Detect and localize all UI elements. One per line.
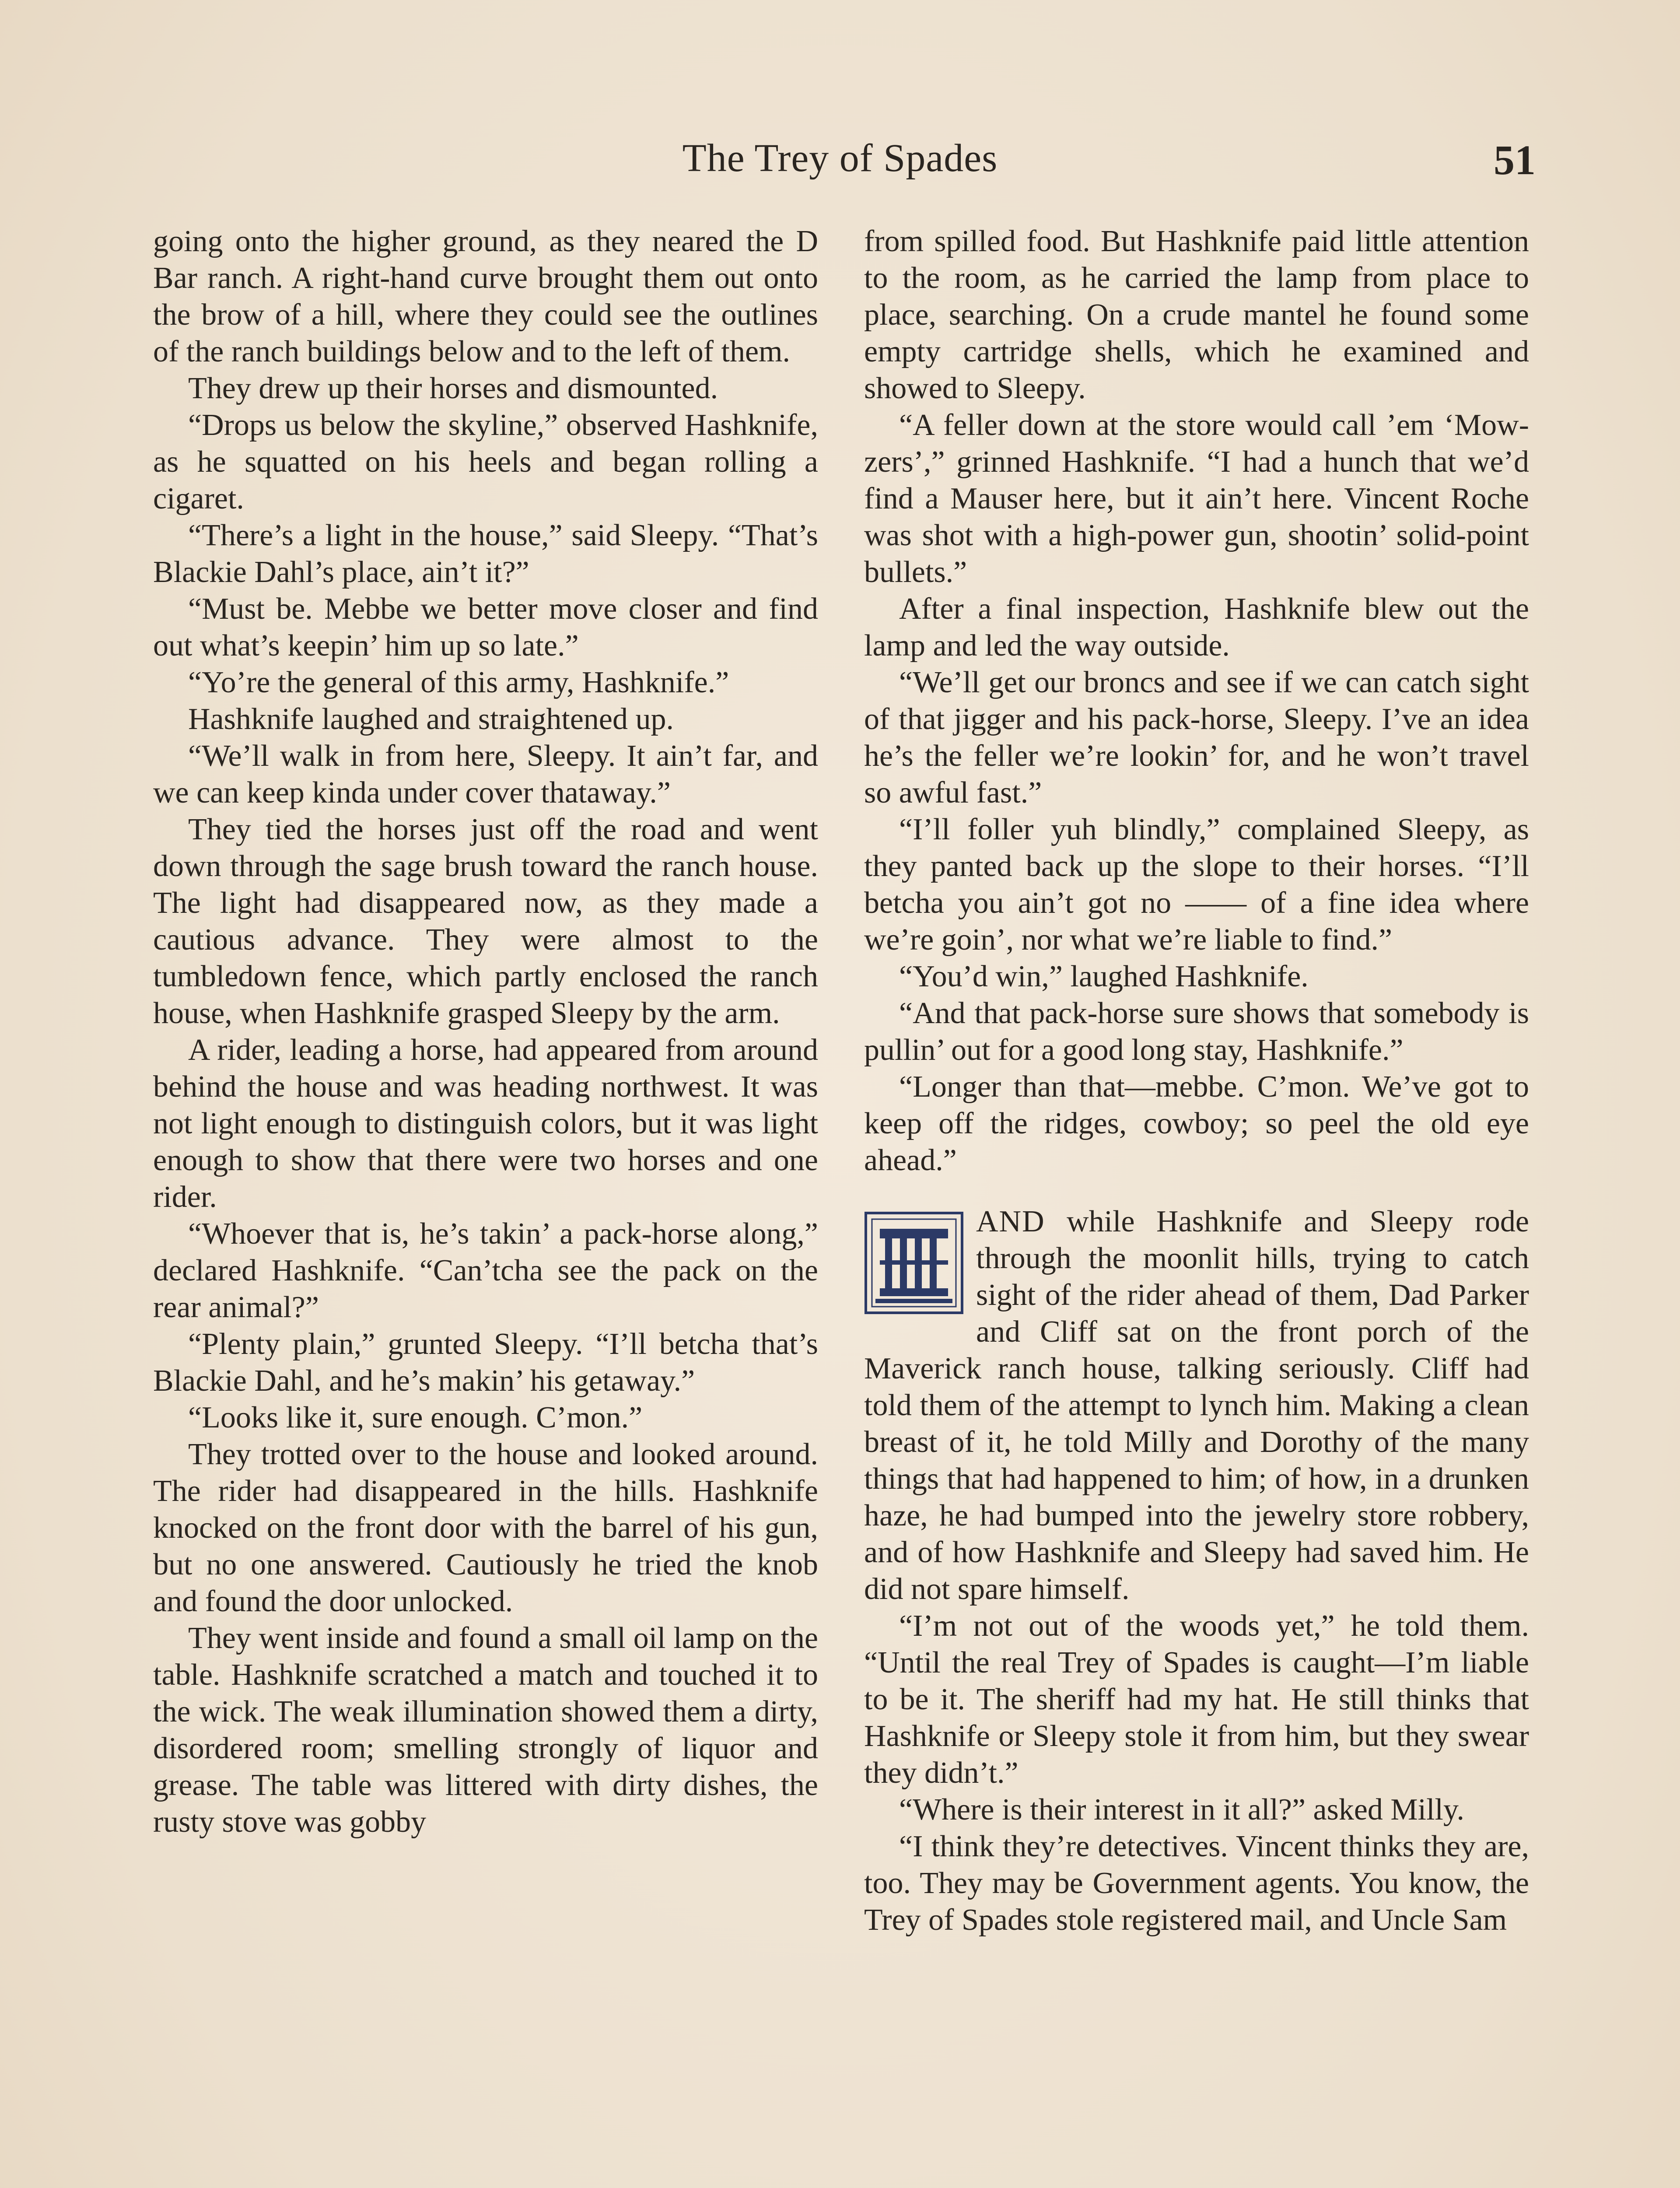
section-opening-paragraph <box>864 1203 1529 1608</box>
paragraph: “And that pack-horse sure shows that somebody is pullin’ out for a good long stay, Hashknife.” <box>864 996 1529 1067</box>
paragraph: “I’ll foller yuh blindly,” complained Sleepy, as they panted back up the slope to their horses. “I’ll betcha you ain’t got no —— of a fine idea where we’re goin’, nor what we’re liable to find.” <box>864 813 1529 957</box>
running-title: The Trey of Spades <box>682 137 998 180</box>
paragraph: “Yo’re the general of this army, Hashknife.” <box>188 666 729 699</box>
paragraph: “We’ll get our broncs and see if we can catch sight of that jigger and his pack-horse, Sleepy. I’ve an idea he’s the feller we’re lookin’ for, and he won’t travel so awful fast.” <box>864 666 1529 810</box>
ornamental-gate-icon <box>864 1211 964 1315</box>
paragraph: Hashknife laughed and straightened up. <box>188 702 674 736</box>
section-opening-text: while Hashknife and Sleepy rode through the moonlit hills, trying to catch sight of the rider ahead of them, Dad Parker and Cliff sat on the front porch of the Maverick ranch house, talking seriously. Cliff had told them of the attempt to lynch him. Making a clean breast of it, he told Milly and Dorothy of the many things that had happened to him; of how, in a drunken haze, he had bumped into the jewelry store robbery, and of how Hashknife and Sleepy had saved him. He did not spare himself. <box>864 1205 1529 1606</box>
paragraph: from spilled food. But Hashknife paid little attention to the room, as he carried the lamp from place to place, searching. On a crude mantel he found some empty cartridge shells, which he examined and showed to Sleepy. <box>864 224 1529 405</box>
paragraph: “Plenty plain,” grunted Sleepy. “I’ll betcha that’s Blackie Dahl, and he’s makin’ his getaway.” <box>153 1327 818 1398</box>
paragraph: “We’ll walk in from here, Sleepy. It ain’t far, and we can keep kinda under cover thataway.” <box>153 739 818 810</box>
paragraph: They trotted over to the house and looked around. The rider had disappeared in the hills. Hashknife knocked on the front door with the barrel of his gun, but no one answered. Cautiously he tried the knob and found the door unlocked. <box>153 1438 818 1618</box>
paragraph: They tied the horses just off the road and went down through the sage brush toward the ranch house. The light had disappeared now, as they made a cautious advance. They were almost to the tumbledown fence, which partly enclosed the ranch house, when Hashknife grasped Sleepy by the arm. <box>153 813 818 1030</box>
paragraph: “There’s a light in the house,” said Sleepy. “That’s Blackie Dahl’s place, ain’t it?” <box>153 519 818 589</box>
paragraph: They went inside and found a small oil lamp on the table. Hashknife scratched a match and touched it to the wick. The weak illumination showed them a dirty, disordered room; smelling strongly of liquor and grease. The table was littered with dirty dishes, the rusty stove was gobby <box>153 1621 818 1839</box>
page-number: 51 <box>1494 137 1536 183</box>
paragraph: “I think they’re detectives. Vincent thinks they are, too. They may be Government agents. You know, the Trey of Spades stole registered mail, and Uncle Sam <box>864 1830 1529 1937</box>
paragraph: A rider, leading a horse, had appeared from around behind the house and was heading northwest. It was not light enough to distinguish colors, but it was light enough to show that there were two horses and one rider. <box>153 1033 818 1214</box>
paragraph: “A feller down at the store would call ’em ‘Mow-zers’,” grinned Hashknife. “I had a hunch that we’d find a Mauser here, but it ain’t here. Vincent Roche was shot with a high-power gun, shootin’ solid-point bullets.” <box>864 408 1529 589</box>
paragraph: going onto the higher ground, as they neared the D Bar ranch. A right-hand curve brought them out onto the brow of a hill, where they could see the outlines of the ranch buildings below and to the left of them. <box>153 224 818 368</box>
paragraph: “Drops us below the skyline,” observed Hashknife, as he squatted on his heels and began rolling a cigaret. <box>153 408 818 515</box>
section-lead-word: AND <box>976 1205 1045 1238</box>
left-column <box>153 223 818 1841</box>
section-break <box>864 1179 1529 1203</box>
paragraph: “I’m not out of the woods yet,” he told them. “Until the real Trey of Spades is caught—I’m liable to be it. The sheriff had my hat. He still thinks that Hashknife or Sleepy stole it from him, but they swear they didn’t.” <box>864 1609 1529 1790</box>
paragraph: “Whoever that is, he’s takin’ a pack-horse along,” declared Hashknife. “Can’tcha see the pack on the rear animal?” <box>153 1217 818 1324</box>
paragraph: After a final inspection, Hashknife blew out the lamp and led the way outside. <box>864 592 1529 663</box>
paragraph: “You’d win,” laughed Hashknife. <box>899 960 1309 993</box>
paragraph: “Must be. Mebbe we better move closer and find out what’s keepin’ him up so late.” <box>153 592 818 663</box>
right-column <box>864 223 1529 1939</box>
paragraph: “Longer than that—mebbe. C’mon. We’ve got to keep off the ridges, cowboy; so peel the old eye ahead.” <box>864 1070 1529 1177</box>
paragraph: “Looks like it, sure enough. C’mon.” <box>188 1401 643 1434</box>
paragraph: They drew up their horses and dismounted. <box>188 372 718 405</box>
running-head <box>0 127 1680 188</box>
paragraph: “Where is their interest in it all?” asked Milly. <box>899 1793 1464 1827</box>
